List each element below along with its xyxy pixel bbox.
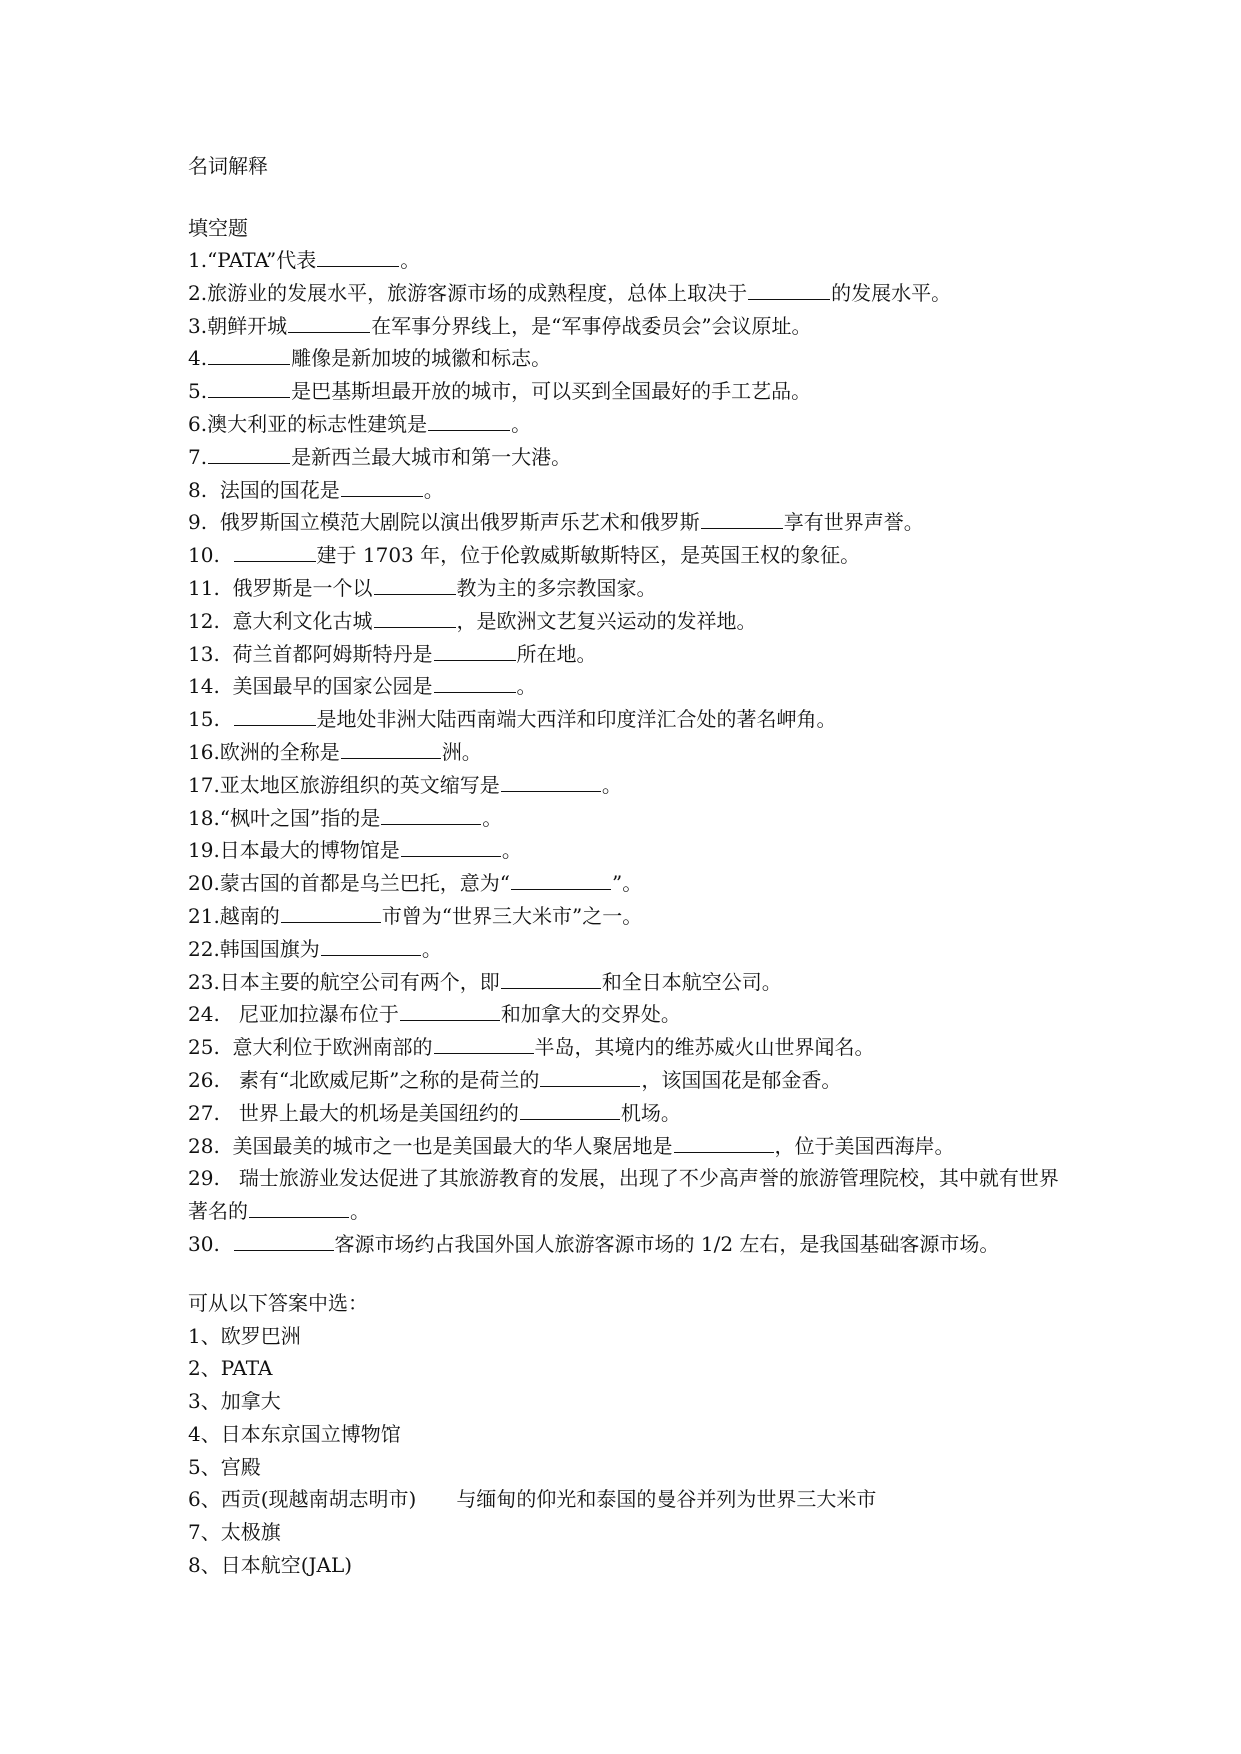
- question-item: [188, 474, 1068, 507]
- answer-option-label: 2、PATA: [188, 1356, 273, 1381]
- answer-blank[interactable]: [401, 838, 501, 857]
- answer-blank[interactable]: [234, 543, 316, 562]
- question-text-after: ，该国国花是郁金香。: [641, 1067, 842, 1092]
- question-item: [188, 375, 1068, 408]
- answer-option-label: 6、西贡(现越南胡志明市): [188, 1487, 417, 1512]
- answer-blank[interactable]: [208, 379, 290, 398]
- question-text-before: 10.: [188, 543, 233, 568]
- question-item: [188, 1130, 1068, 1163]
- question-text-before: 27. 世界上最大的机场是美国纽约的: [188, 1100, 519, 1125]
- question-text-before: 20.蒙古国的首都是乌兰巴托，意为“: [188, 871, 511, 896]
- answer-option-label: 3、加拿大: [188, 1389, 281, 1414]
- answer-blank[interactable]: [701, 510, 783, 529]
- question-item: [188, 506, 1068, 539]
- question-item: [188, 441, 1068, 474]
- question-text-after: 市曾为“世界三大米市”之一。: [381, 903, 643, 928]
- question-item: [188, 900, 1068, 933]
- answer-blank[interactable]: [249, 1199, 349, 1218]
- question-item: [188, 1064, 1068, 1097]
- question-text-after: 在军事分界线上，是“军事停战委员会”会议原址。: [371, 313, 812, 338]
- question-item: [188, 769, 1068, 802]
- answer-blank[interactable]: [381, 806, 481, 825]
- question-text-after: 享有世界声誉。: [783, 510, 924, 535]
- question-text-after: 。: [601, 772, 622, 797]
- answer-option: [188, 1418, 1068, 1451]
- answer-option-label: 5、宫殿: [188, 1454, 261, 1479]
- question-text-before: 3.朝鲜开城: [188, 313, 288, 338]
- answer-option: [188, 1483, 1068, 1516]
- question-text-before: 22.韩国国旗为: [188, 936, 320, 961]
- question-item: [188, 408, 1068, 441]
- question-text-before: 5.: [188, 379, 208, 404]
- question-text-after: 客源市场约占我国外国人旅游客源市场的 1/2 左右，是我国基础客源市场。: [334, 1231, 1000, 1256]
- question-item: [188, 1162, 1068, 1228]
- definitions-heading: 名词解释: [188, 154, 268, 178]
- question-text-after: 雕像是新加坡的城徽和标志。: [291, 346, 552, 371]
- answer-option-label: 4、日本东京国立博物馆: [188, 1421, 401, 1446]
- answer-blank[interactable]: [400, 1002, 500, 1021]
- question-text-before: 28. 美国最美的城市之一也是美国最大的华人聚居地是: [188, 1133, 673, 1158]
- question-item: [188, 966, 1068, 999]
- answer-blank[interactable]: [374, 609, 456, 628]
- question-item: [188, 539, 1068, 572]
- question-text-before: 17.亚太地区旅游组织的英文缩写是: [188, 772, 500, 797]
- question-text-before: 14. 美国最早的国家公园是: [188, 674, 433, 699]
- document-page: [188, 150, 1068, 1582]
- question-item: [188, 1031, 1068, 1064]
- question-text-after: 。: [400, 248, 421, 272]
- question-text-after: 和加拿大的交界处。: [500, 1002, 681, 1027]
- answer-option: [188, 1320, 1068, 1353]
- question-text-before: 2.旅游业的发展水平，旅游客源市场的成熟程度，总体上取决于: [188, 280, 748, 305]
- question-text-before: 21.越南的: [188, 903, 280, 928]
- question-item: [188, 998, 1068, 1031]
- question-item: [188, 834, 1068, 867]
- answer-blank[interactable]: [341, 478, 423, 497]
- answer-blank[interactable]: [234, 707, 316, 726]
- answer-blank[interactable]: [434, 642, 516, 661]
- question-item: [188, 802, 1068, 835]
- answer-option: [188, 1451, 1068, 1484]
- question-text-before: 1.“PATA”代表: [188, 248, 317, 272]
- answer-blank[interactable]: [434, 674, 516, 693]
- question-text-before: 4.: [188, 346, 208, 371]
- question-text-after: ”。: [612, 871, 643, 896]
- answer-blank[interactable]: [281, 904, 381, 923]
- answer-option: [188, 1549, 1068, 1582]
- question-item: [188, 277, 1068, 310]
- answer-blank[interactable]: [374, 576, 456, 595]
- question-text-after: 洲。: [441, 739, 482, 764]
- question-text-after: ，位于美国西海岸。: [774, 1133, 955, 1158]
- answer-blank[interactable]: [428, 412, 510, 431]
- question-text-after: 。: [516, 674, 537, 699]
- answer-blank[interactable]: [540, 1068, 640, 1087]
- question-text-after: 的发展水平。: [831, 280, 952, 305]
- question-text-after: 。: [421, 936, 442, 961]
- question-list: [188, 244, 1068, 1261]
- question-text-before: 8. 法国的国花是: [188, 477, 340, 502]
- question-text-before: 13. 荷兰首都阿姆斯特丹是: [188, 641, 433, 666]
- question-item: [188, 244, 1068, 277]
- answer-option-note: 与缅甸的仰光和泰国的曼谷并列为世界三大米市: [456, 1487, 877, 1512]
- question-text-before: 11. 俄罗斯是一个以: [188, 575, 373, 600]
- answer-blank[interactable]: [501, 773, 601, 792]
- question-text-after: 。: [350, 1199, 370, 1224]
- question-text-before: 12. 意大利文化古城: [188, 608, 373, 633]
- answer-blank[interactable]: [234, 1232, 334, 1251]
- question-text-after: 所在地。: [516, 641, 597, 666]
- answer-blank[interactable]: [317, 248, 399, 267]
- question-item: [188, 310, 1068, 343]
- question-text-before: 6.澳大利亚的标志性建筑是: [188, 411, 428, 436]
- question-text-before: 7.: [188, 444, 208, 469]
- question-item: [188, 1097, 1068, 1130]
- question-text-after: 。: [501, 838, 522, 863]
- question-text-after: 半岛，其境内的维苏威火山世界闻名。: [534, 1035, 875, 1060]
- answer-blank[interactable]: [288, 314, 370, 333]
- question-text-before: 9. 俄罗斯国立模范大剧院以演出俄罗斯声乐艺术和俄罗斯: [188, 510, 700, 535]
- question-text-before: 25. 意大利位于欧洲南部的: [188, 1035, 433, 1060]
- question-text-after: 。: [423, 477, 444, 502]
- question-text-before: 19.日本最大的博物馆是: [188, 838, 400, 863]
- answer-blank[interactable]: [341, 740, 441, 759]
- question-item: [188, 670, 1068, 703]
- question-item: [188, 1228, 1068, 1261]
- question-item: [188, 736, 1068, 769]
- question-text-before: 15.: [188, 707, 233, 732]
- question-text-after: 教为主的多宗教国家。: [456, 575, 657, 600]
- answer-blank[interactable]: [748, 281, 830, 300]
- question-text-after: 。: [511, 411, 532, 436]
- question-text-after: 和全日本航空公司。: [601, 969, 782, 994]
- answer-option: [188, 1385, 1068, 1418]
- question-text-before: 26. 素有“北欧威尼斯”之称的是荷兰的: [188, 1067, 540, 1092]
- answer-blank[interactable]: [520, 1101, 620, 1120]
- answer-option: [188, 1352, 1068, 1385]
- answer-blank[interactable]: [501, 970, 601, 989]
- question-text-after: 机场。: [620, 1100, 681, 1125]
- answer-option-label: 8、日本航空(JAL): [188, 1553, 353, 1578]
- question-text-after: 建于 1703 年，位于伦敦威斯敏斯特区，是英国王权的象征。: [316, 543, 861, 568]
- question-text-after: ，是欧洲文艺复兴运动的发祥地。: [456, 608, 757, 633]
- answer-option-label: 7、太极旗: [188, 1520, 281, 1545]
- options-title: 可从以下答案中选：: [188, 1290, 368, 1315]
- question-text-before: 16.欧洲的全称是: [188, 739, 340, 764]
- answer-blank[interactable]: [208, 445, 290, 464]
- question-text-before: 23.日本主要的航空公司有两个，即: [188, 969, 500, 994]
- question-text-before: 24. 尼亚加拉瀑布位于: [188, 1002, 399, 1027]
- question-text-after: 。: [482, 805, 503, 830]
- answer-blank[interactable]: [208, 346, 290, 365]
- question-item: [188, 933, 1068, 966]
- answer-option-label: 1、欧罗巴洲: [188, 1323, 301, 1348]
- answer-options-list: [188, 1320, 1068, 1582]
- question-item: [188, 572, 1068, 605]
- answer-option: [188, 1516, 1068, 1549]
- question-item: [188, 605, 1068, 638]
- answer-blank[interactable]: [321, 937, 421, 956]
- question-item: [188, 638, 1068, 671]
- question-text-before: 30.: [188, 1231, 233, 1256]
- question-text-before: 18.“枫叶之国”指的是: [188, 805, 381, 830]
- question-item: [188, 703, 1068, 736]
- question-text-after: 是地处非洲大陆西南端大西洋和印度洋汇合处的著名岬角。: [316, 707, 837, 732]
- fill-in-heading: 填空题: [188, 216, 248, 240]
- answer-blank[interactable]: [434, 1035, 534, 1054]
- question-text-after: 是新西兰最大城市和第一大港。: [291, 444, 572, 469]
- question-item: [188, 342, 1068, 375]
- answer-blank[interactable]: [674, 1134, 774, 1153]
- answer-blank[interactable]: [511, 871, 611, 890]
- question-text-before: 29. 瑞士旅游业发达促进了其旅游教育的发展，出现了不少高声誉的旅游管理院校，其中就有世界著名的: [188, 1166, 1059, 1224]
- question-text-after: 是巴基斯坦最开放的城市，可以买到全国最好的手工艺品。: [291, 379, 812, 404]
- question-item: [188, 867, 1068, 900]
